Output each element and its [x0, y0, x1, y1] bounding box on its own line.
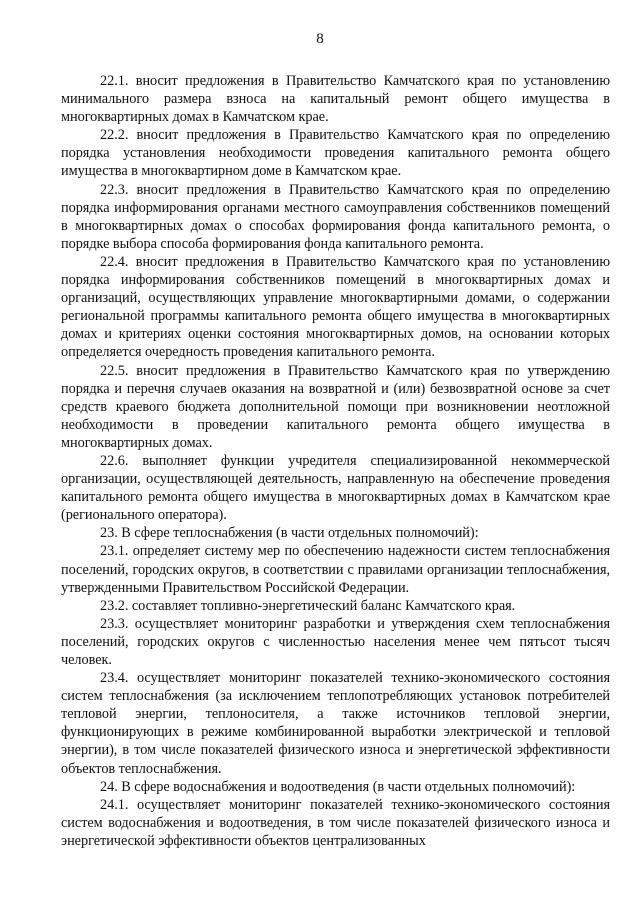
paragraph-23-2: 23.2. составляет топливно-энергетический баланс Камчатского края.	[100, 597, 516, 614]
paragraph-24-1: 24.1. осуществляет мониторинг показателей технико-экономического состояния систем водоснабжения и водоотведения, в том числе показателей физического износа и энергетической эффективности объектов централизованных	[61, 796, 610, 849]
paragraph-22-2: 22.2. вносит предложения в Правительство Камчатского края по определению порядка установления необходимости проведения капитального ремонта общего имущества в многоквартирном доме в Камчатском крае.	[61, 127, 610, 180]
paragraph-23-3: 23.3. осуществляет мониторинг разработки и утверждения схем теплоснабжения поселений, городских округов с численностью населения менее чем пятьсот тысяч человек.	[61, 615, 610, 668]
page-number: 8	[316, 31, 324, 47]
section-heading-23: 23. В сфере теплоснабжения (в части отдельных полномочий):	[100, 525, 479, 542]
paragraph-22-3: 22.3. вносит предложения в Правительство Камчатского края по определению порядка информирования органами местного самоуправления собственников помещений в многоквартирных домах о способах формирования фонда капитального ремонта, о порядке выбора способа формирования фонда капитального ремонта.	[61, 181, 610, 252]
paragraph-22-1: 22.1. вносит предложения в Правительство Камчатского края по установлению минимального размера взноса на капитальный ремонт общего имущества в многоквартирных домах в Камчатском крае.	[61, 73, 610, 126]
paragraph-22-5: 22.5. вносит предложения в Правительство Камчатского края по утверждению порядка и перечня случаев оказания на возвратной и (или) безвозвратной основе за счет средств краевого бюджета дополнительной помощи при возникновении неотложной необходимости в проведении капитального ремонта общего имущества в многоквартирных домах.	[61, 362, 610, 451]
document-body	[61, 72, 610, 850]
paragraph-22-6: 22.6. выполняет функции учредителя специализированной некоммерческой организации, осуществляющей деятельность, направленную на обеспечение проведения капитального ремонта общего имущества в многоквартирных домах в Камчатском крае (регионального оператора).	[61, 452, 610, 524]
paragraph-23-1: 23.1. определяет систему мер по обеспечению надежности систем теплоснабжения поселений, городских округов, в соответствии с правилами организации теплоснабжения, утвержденными Правительством Российской Федерации.	[61, 543, 610, 596]
paragraph-23-4: 23.4. осуществляет мониторинг показателей технико-экономического состояния систем теплоснабжения (за исключением теплопотребляющих установок потребителей тепловой энергии, теплоносителя, а также источников тепловой энергии, функционирующих в режиме комбинированной выработки электрической и тепловой энергии), в том числе показателей физического износа и энергетической эффективности объектов теплоснабжения.	[61, 670, 610, 777]
paragraph-22-4: 22.4. вносит предложения в Правительство Камчатского края по установлению порядка информирования собственников помещений в многоквартирных домах и организаций, осуществляющих управление многоквартирными домами, о содержании региональной программы капитального ремонта общего имущества в многоквартирных домах и критериях оценки состояния многоквартирных домов, на основании которых определяется очередность проведения капитального ремонта.	[61, 253, 610, 361]
section-heading-24: 24. В сфере водоснабжения и водоотведения (в части отдельных полномочий):	[100, 778, 576, 795]
